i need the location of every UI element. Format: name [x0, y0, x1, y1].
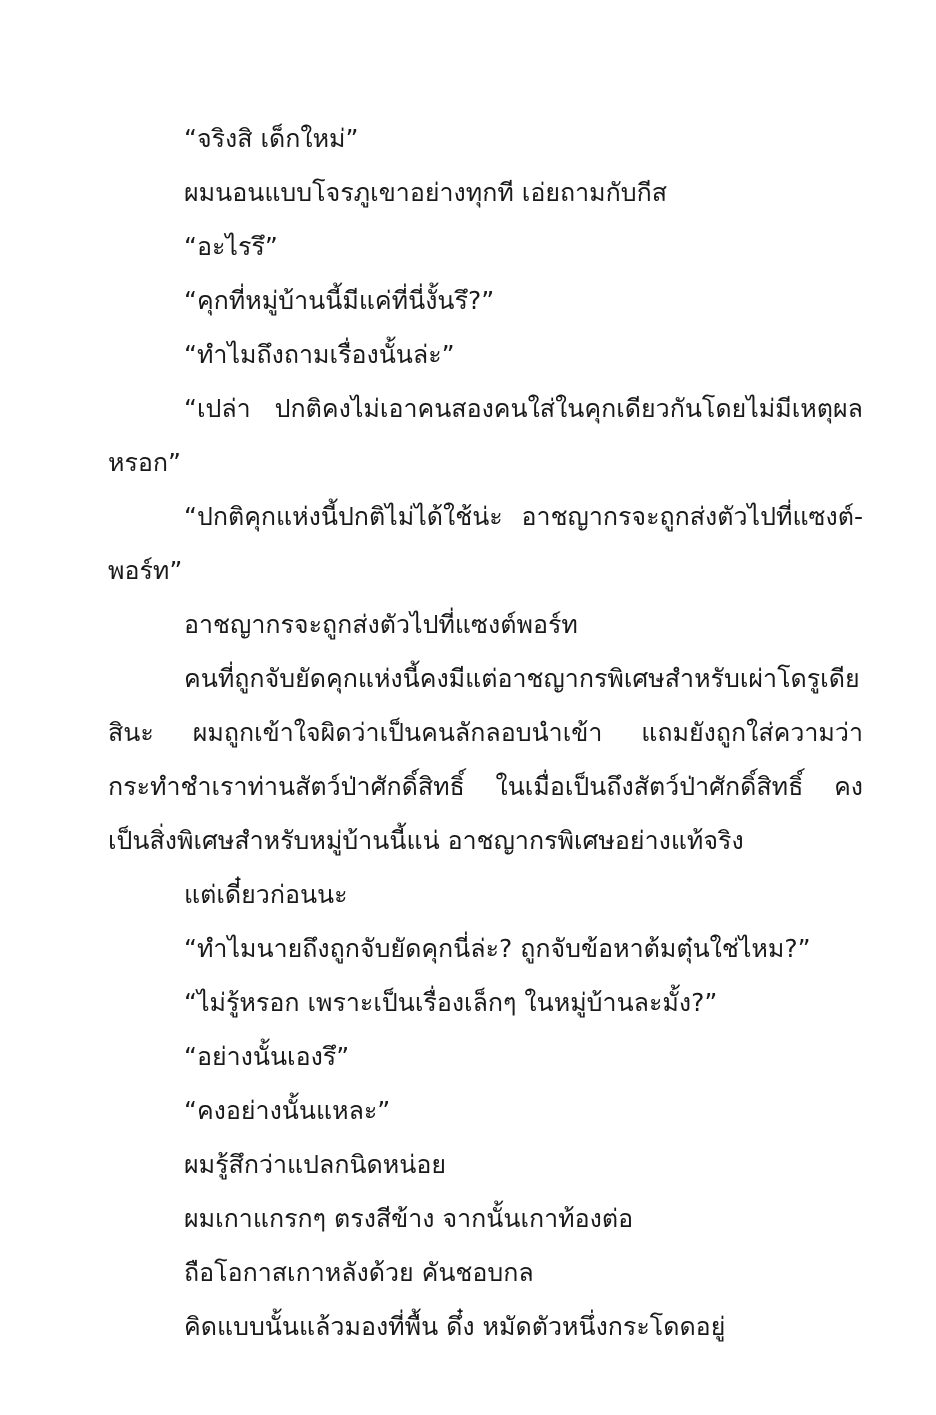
body-text	[108, 112, 863, 1354]
text-line: หรอก”	[108, 448, 182, 477]
text-line: ผมนอนแบบโจรภูเขาอย่างทุกที เอ่ยถามกับกีส	[184, 178, 668, 207]
text-line: “ปกติคุกแห่งนี้ปกติไม่ได้ใช้น่ะ อาชญากรจะถูกส่งตัวไปที่แซงต์-	[184, 502, 863, 531]
text-line: แต่เดี๋ยวก่อนนะ	[184, 880, 348, 909]
text-line: “ทำไมนายถึงถูกจับยัดคุกนี่ล่ะ? ถูกจับข้อหาต้มตุ๋นใช่ไหม?”	[184, 934, 811, 963]
text-line: “อย่างนั้นเองรึ”	[184, 1042, 350, 1071]
text-line: “อะไรรึ”	[184, 232, 278, 261]
text-line: สินะ ผมถูกเข้าใจผิดว่าเป็นคนลักลอบนำเข้า แถมยังถูกใส่ความว่า	[108, 718, 863, 747]
text-line: ผมรู้สึกว่าแปลกนิดหน่อย	[184, 1150, 447, 1179]
text-line: เป็นสิ่งพิเศษสำหรับหมู่บ้านนี้แน่ อาชญากรพิเศษอย่างแท้จริง	[108, 826, 744, 855]
text-line: “ทำไมถึงถามเรื่องนั้นล่ะ”	[184, 340, 455, 369]
text-line: ถือโอกาสเกาหลังด้วย คันชอบกล	[184, 1258, 534, 1287]
text-line: “จริงสิ เด็กใหม่”	[184, 124, 359, 153]
text-line: “คุกที่หมู่บ้านนี้มีแค่ที่นี่งั้นรึ?”	[184, 286, 495, 315]
text-line: พอร์ท”	[108, 556, 183, 585]
text-line: คิดแบบนั้นแล้วมองที่พื้น ดึ๋ง หมัดตัวหนึ่งกระโดดอยู่	[184, 1312, 726, 1341]
text-line: กระทำชำเราท่านสัตว์ป่าศักดิ์สิทธิ์ ในเมื่อเป็นถึงสัตว์ป่าศักดิ์สิทธิ์ คง	[108, 772, 863, 801]
text-line: อาชญากรจะถูกส่งตัวไปที่แซงต์พอร์ท	[184, 610, 578, 639]
text-line: ผมเกาแกรกๆ ตรงสีข้าง จากนั้นเกาท้องต่อ	[184, 1204, 634, 1233]
text-line: คนที่ถูกจับยัดคุกแห่งนี้คงมีแต่อาชญากรพิเศษสำหรับเผ่าโดรูเดีย	[184, 664, 860, 693]
text-line: “ไม่รู้หรอก เพราะเป็นเรื่องเล็กๆ ในหมู่บ้านละมั้ง?”	[184, 988, 718, 1017]
text-line: “เปล่า ปกติคงไม่เอาคนสองคนใส่ในคุกเดียวกันโดยไม่มีเหตุผล	[184, 394, 863, 423]
text-line: “คงอย่างนั้นแหละ”	[184, 1096, 391, 1125]
